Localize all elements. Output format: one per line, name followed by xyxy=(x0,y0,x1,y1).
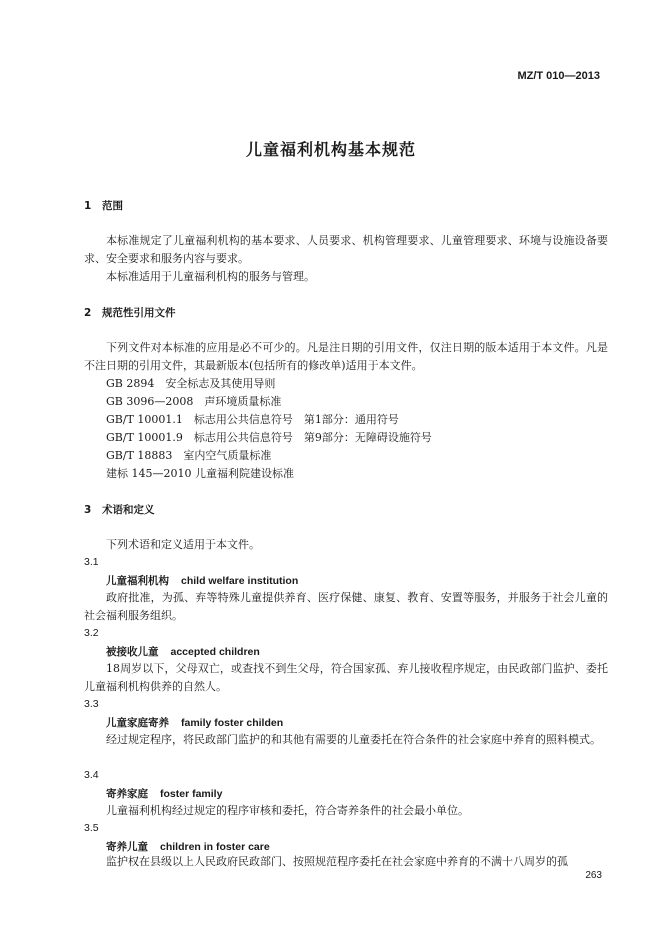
term-definition: 经过规定程序，将民政部门监护的和其他有需要的儿童委托在符合条件的社会家庭中养育的照料模式。 xyxy=(106,733,601,746)
term-zh: 被接收儿童 xyxy=(106,646,159,658)
clause-number: 3.1 xyxy=(84,556,99,568)
clause-number: 3.5 xyxy=(84,822,99,834)
reference-item: GB/T 18883 室内空气质量标准 xyxy=(106,449,272,462)
term-zh: 寄养儿童 xyxy=(106,841,148,853)
terms-intro: 下列术语和定义适用于本文件。 xyxy=(106,538,260,551)
scope-paragraph-1: 本标准规定了儿童福利机构的基本要求、人员要求、机构管理要求、儿童管理要求、环境与设施设备要求、安全要求和服务内容与要求。 xyxy=(84,234,608,265)
clause-number: 3.2 xyxy=(84,627,99,639)
scope-paragraph-2: 本标准适用于儿童福利机构的服务与管理。 xyxy=(106,270,315,283)
term-en: foster family xyxy=(160,788,223,800)
term-zh: 儿童福利机构 xyxy=(106,575,169,587)
term-definition: 政府批准，为孤、弃等特殊儿童提供养育、医疗保健、康复、教育、安置等服务，并服务于社会儿童的社会福利服务组织。 xyxy=(84,591,608,622)
reference-item: GB/T 10001.9 标志用公共信息符号 第9部分：无障碍设施符号 xyxy=(106,431,432,444)
term-en: family foster childen xyxy=(181,717,284,729)
section-title: 术语和定义 xyxy=(102,504,155,516)
term-heading xyxy=(106,715,283,730)
standard-code: MZ/T 010—2013 xyxy=(517,70,600,82)
term-en: children in foster care xyxy=(160,841,270,853)
reference-item: 建标 145—2010 儿童福利院建设标准 xyxy=(106,467,294,480)
page-number: 263 xyxy=(585,870,602,881)
term-definition: 18周岁以下，父母双亡，或查找不到生父母，符合国家孤、弃儿接收程序规定，由民政部门监护、委托儿童福利机构供养的自然人。 xyxy=(84,662,608,693)
section-number: 1 xyxy=(84,200,92,212)
reference-item: GB 2894 安全标志及其使用导则 xyxy=(106,377,276,390)
term-zh: 儿童家庭寄养 xyxy=(106,717,169,729)
section-number: 2 xyxy=(84,307,92,319)
term-heading xyxy=(106,644,260,659)
section-title: 规范性引用文件 xyxy=(102,307,176,319)
term-heading xyxy=(106,573,298,588)
normative-intro: 下列文件对本标准的应用是必不可少的。凡是注日期的引用文件，仅注日期的版本适用于本文件。凡是不注日期的引用文件，其最新版本(包括所有的修改单)适用于本文件。 xyxy=(84,341,608,372)
clause-number: 3.4 xyxy=(84,769,99,781)
section-title: 范围 xyxy=(102,200,123,212)
term-heading xyxy=(106,839,270,854)
term-zh: 寄养家庭 xyxy=(106,788,148,800)
reference-item: GB 3096—2008 声环境质量标准 xyxy=(106,395,282,408)
section-heading-scope xyxy=(84,198,123,213)
document-title: 儿童福利机构基本规范 xyxy=(245,140,416,159)
term-en: accepted children xyxy=(170,646,260,658)
term-definition: 儿童福利机构经过规定的程序审核和委托，符合寄养条件的社会最小单位。 xyxy=(106,804,469,817)
term-heading xyxy=(106,786,222,801)
term-definition: 监护权在县级以上人民政府民政部门、按照规范程序委托在社会家庭中养育的不满十八周岁的孤 xyxy=(106,855,568,868)
term-en: child welfare institution xyxy=(181,575,299,587)
clause-number: 3.3 xyxy=(84,698,99,710)
section-number: 3 xyxy=(84,504,92,516)
reference-item: GB/T 10001.1 标志用公共信息符号 第1部分：通用符号 xyxy=(106,413,399,426)
section-heading-normative xyxy=(84,305,176,320)
section-heading-terms xyxy=(84,502,155,517)
